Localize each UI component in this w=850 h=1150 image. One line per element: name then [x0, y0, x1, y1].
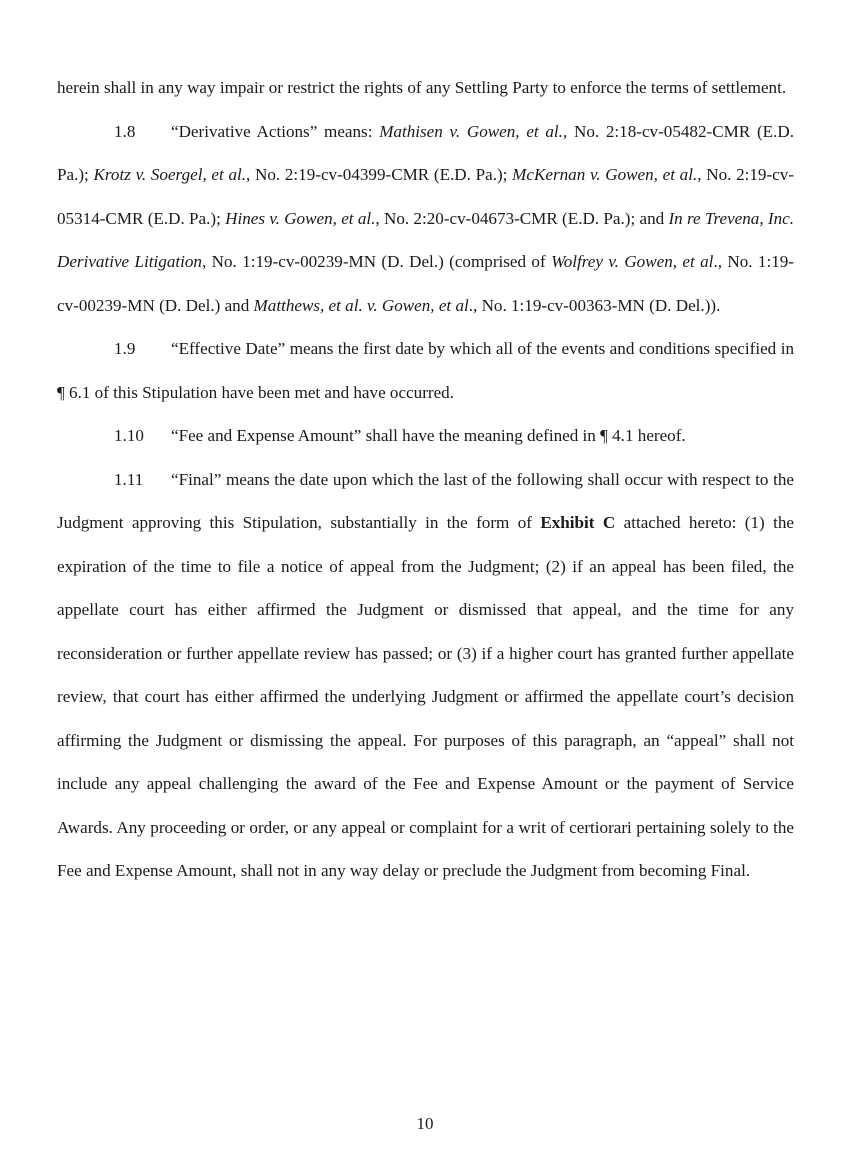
section-1-10 — [57, 414, 794, 458]
section-1-8 — [57, 110, 794, 328]
case-citation: ., No. 1:19-cv-00239-MN (D. Del.) and — [57, 252, 794, 315]
section-text: “Final” means the date upon which the last of the following shall occur with respect to the Judgment approving this Stipulation, substantially in the form of — [57, 469, 794, 532]
section-1-11 — [57, 458, 794, 893]
case-name: McKernan v. Gowen, et al. — [512, 165, 698, 184]
case-name: Matthews, et al. v. Gowen, et al — [253, 295, 469, 315]
case-citation: , No. 2:20-cv-04673-CMR (E.D. Pa.); and — [375, 208, 669, 228]
section-number: 1.8 — [114, 121, 136, 141]
case-citation: , No. 2:18-cv-05482-CMR (E.D. Pa.); — [57, 121, 794, 184]
section-text: “Fee and Expense Amount” shall have the meaning defined in ¶ 4.1 hereof. — [171, 426, 686, 445]
case-name: Hines v. Gowen, et al. — [225, 208, 376, 228]
section-number: 1.11 — [114, 469, 144, 489]
section-text: “Effective Date” means the first date by which all of the events and conditions specified in ¶ 6.1 of this Stipulation have been met and have occurred. — [57, 339, 794, 402]
case-citation: , No. 2:19-cv-04399-CMR (E.D. Pa.); — [246, 165, 513, 184]
case-name: Mathisen v. Gowen, et al. — [379, 121, 563, 141]
section-number: 1.9 — [114, 339, 136, 358]
case-citation: , No. 2:19-cv-05314-CMR (E.D. Pa.); — [57, 165, 794, 228]
exhibit-reference: Exhibit C — [540, 513, 616, 532]
case-citation: , No. 1:19-cv-00239-MN (D. Del.) (comprised of — [201, 252, 552, 271]
defined-term: “Derivative Actions” means: — [171, 121, 380, 141]
section-number: 1.10 — [114, 426, 144, 445]
section-1-9 — [57, 327, 794, 414]
section-text: attached hereto: (1) the expiration of the time to file a notice of appeal from the Judgment; (2) if an appeal has been filed, the appellate court has either affirmed the Judgment or dismissed that appeal, and the time for any reconsideration or further appellate review has passed; or (3) if a higher court has granted further appellate review, that court has either affirmed the underlying Judgment or affirmed the appellate court’s decision affirming the Judgment or dismissing the appeal. For purposes of this paragraph, an “appeal” shall not include any appeal challenging the award of the Fee and Expense Amount or the payment of Service Awards. Any proceeding or order, or any appeal or complaint for a writ of certiorari pertaining solely to the Fee and Expense Amount, shall not in any way delay or preclude the Judgment from becoming Final. — [57, 513, 794, 880]
continuation-paragraph: herein shall in any way impair or restrict the rights of any Settling Party to enforce the terms of settlement. — [57, 78, 787, 97]
case-citation: ., No. 1:19-cv-00363-MN (D. Del.)). — [468, 295, 721, 315]
body-text — [57, 66, 794, 893]
case-name: Krotz v. Soergel, et al. — [93, 165, 247, 184]
page-number: 10 — [416, 1114, 434, 1133]
case-name: In re Trevena, Inc. Derivative Litigation — [57, 208, 795, 271]
case-name: Wolfrey v. Gowen, et al — [551, 252, 714, 271]
